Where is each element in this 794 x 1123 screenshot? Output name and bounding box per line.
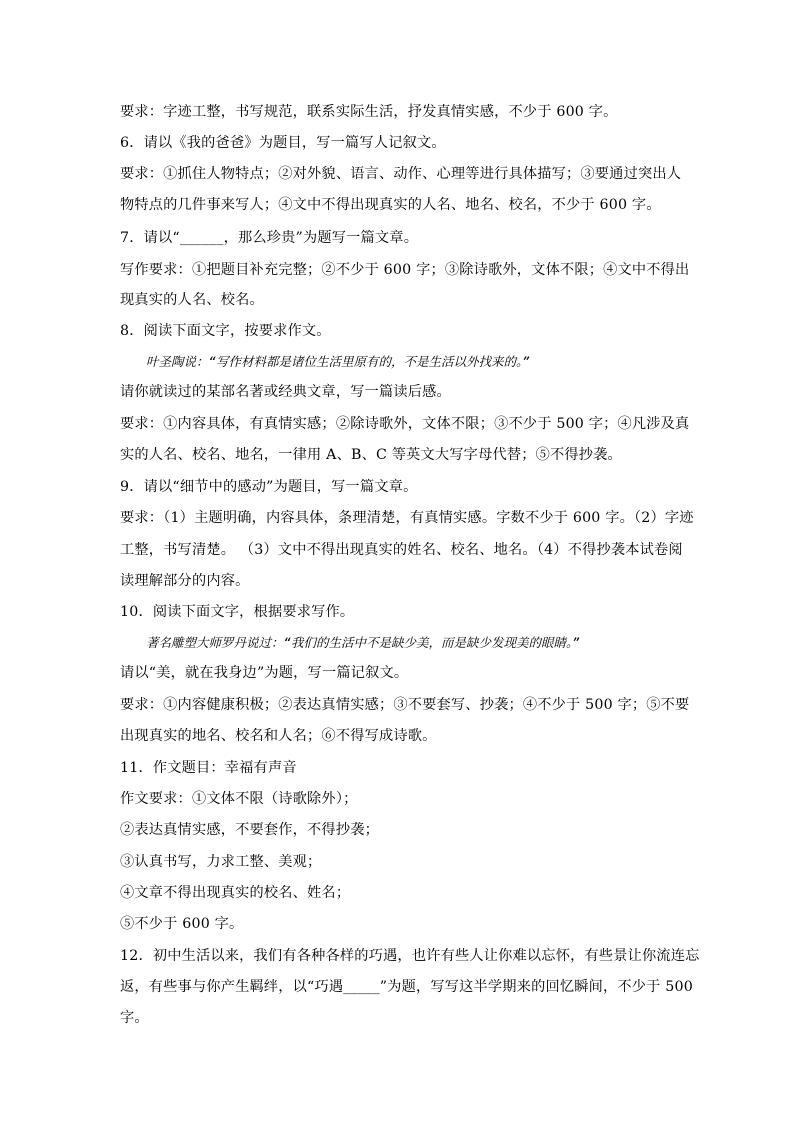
- requirement-text: 物特点的几件事来写人；④文中不得出现真实的人名、地名、校名，不少于 600 字。: [120, 197, 661, 213]
- requirement-text: ④文章不得出现真实的校名、姓名；: [120, 885, 351, 901]
- quote-text: 叶圣陶说：“写作材料都是诸位生活里原有的，不是生活以外找来的。”: [146, 354, 530, 369]
- requirement-text: ②表达真情实感，不要套作，不得抄袭；: [120, 822, 379, 838]
- requirement-text: 要求：①内容具体，有真情实感；②除诗歌外，文体不限；③不少于 500 字；④凡涉及真: [120, 416, 690, 432]
- requirement-text: 现真实的人名、校名。: [120, 292, 264, 308]
- question-11: 11．作文题目：幸福有声音: [120, 760, 297, 776]
- question-12-text: 字。: [120, 1010, 149, 1026]
- requirement-text: 要求：①内容健康积极；②表达真情实感；③不要套写、抄袭；④不少于 500 字；⑤不要: [120, 697, 690, 713]
- requirement-text: 要求：（1）主题明确，内容具体，条理清楚，有真情实感。字数不少于 600 字。（2）字迹: [120, 510, 694, 526]
- prompt-text: 请你就读过的某部名著或经典文章，写一篇读后感。: [120, 384, 451, 400]
- question-12: 12．初中生活以来，我们有各种各样的巧遇，也许有些人让你难以忘怀，有些景让你流连忘: [120, 948, 700, 964]
- requirement-text: 作文要求：①文体不限（诗歌除外）；: [120, 791, 358, 807]
- question-6: 6．请以《我的爸爸》为题目，写一篇写人记叙文。: [120, 135, 446, 151]
- requirement-text: 出现真实的地名、校名和人名；⑥不得写成诗歌。: [120, 728, 437, 744]
- requirement-text: 要求：①抓住人物特点；②对外貌、语言、动作、心理等进行具体描写；③要通过突出人: [120, 166, 682, 182]
- question-10: 10．阅读下面文字，根据要求写作。: [120, 604, 355, 620]
- question-7: 7．请以“______，那么珍贵”为题写一篇文章。: [120, 230, 419, 246]
- requirement-text: 实的人名、校名、地名，一律用 A、B、C 等英文大写字母代替；⑤不得抄袭。: [120, 447, 622, 463]
- requirement-text: 读理解部分的内容。: [120, 573, 250, 589]
- requirement-text: 要求：字迹工整，书写规范，联系实际生活，抒发真情实感，不少于 600 字。: [120, 104, 618, 120]
- requirement-text: ③认真书写，力求工整、美观；: [120, 854, 322, 870]
- question-8: 8．阅读下面文字，按要求作文。: [120, 323, 331, 339]
- question-9: 9．请以“细节中的感动”为题目，写一篇文章。: [120, 479, 418, 495]
- requirement-text: 写作要求：①把题目补充完整；②不少于 600 字；③除诗歌外，文体不限；④文中不得出: [120, 262, 690, 278]
- requirement-text: 工整，书写清楚。 （3）文中不得出现真实的姓名、校名、地名。（4）不得抄袭本试卷阅: [120, 542, 683, 558]
- requirement-text: ⑤不少于 600 字。: [120, 916, 244, 932]
- prompt-text: 请以“美，就在我身边”为题，写一篇记叙文。: [120, 665, 409, 681]
- question-12-text: 返，有些事与你产生羁绊，以“巧遇_____”为题，写写这半学期来的回忆瞬间，不少于 500: [120, 979, 693, 995]
- quote-text: 著名雕塑大师罗丹说过：“我们的生活中不是缺少美，而是缺少发现美的眼睛。”: [146, 635, 580, 650]
